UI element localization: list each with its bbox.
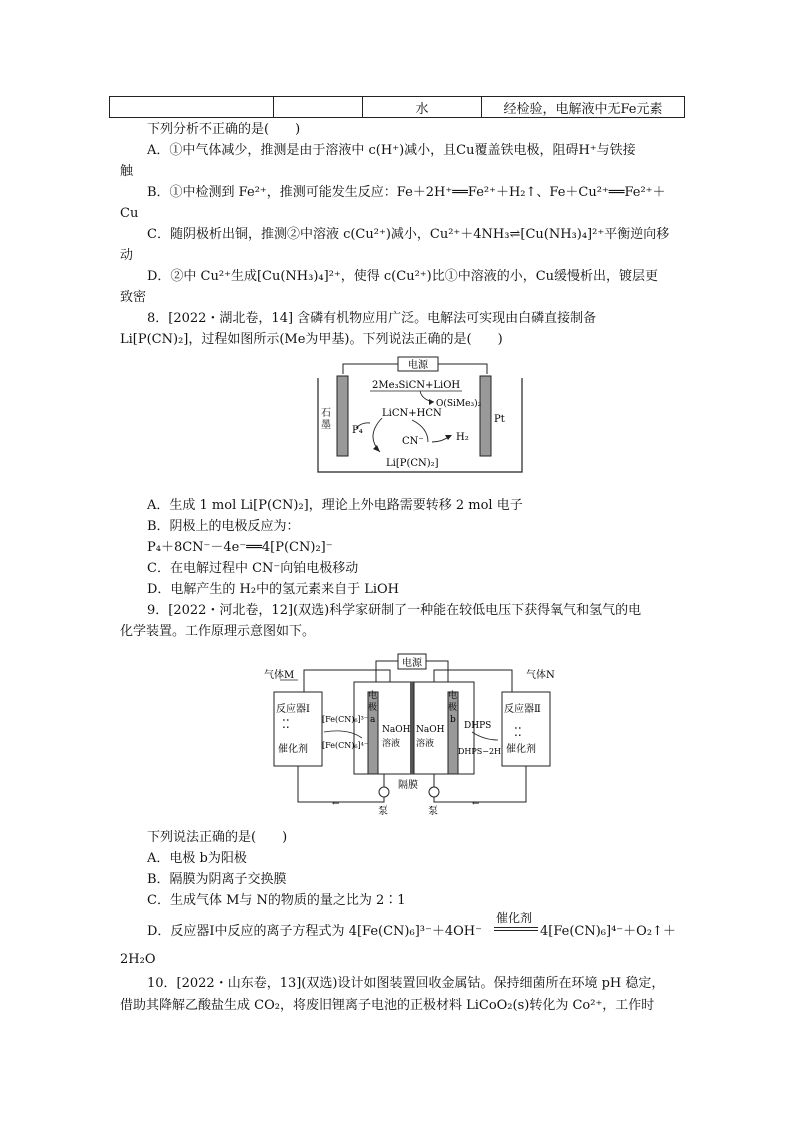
- dhps-2h-label: DHPS−2H: [458, 747, 502, 756]
- naoh-right-label: NaOH: [416, 725, 445, 735]
- q8-option-d: D．电解产生的 H₂中的氢元素来自于 LiOH: [147, 582, 400, 597]
- fe-cn-3-label: [Fe(CN)₆]³⁻: [322, 715, 369, 724]
- fe-cn-4-label: [Fe(CN)₆]⁴⁻: [322, 741, 369, 750]
- data-table: [109, 96, 685, 118]
- dhps-label: DHPS: [464, 721, 492, 731]
- table-cell: 经检验，电解液中无Fe元素: [482, 97, 685, 118]
- pump-left-label: 泵: [378, 806, 388, 817]
- q9-stem-2: 化学装置。工作原理示意图如下。: [120, 624, 316, 639]
- catalyst-dots-2: ⁚⁚: [514, 725, 522, 739]
- table-cell: [274, 97, 363, 118]
- q9-stem-1: 9．[2022・河北卷，12](双选)科学家研制了一种能在较低电压下获得氧气和氢气的电: [147, 603, 642, 618]
- q9-option-d: D．反应器Ⅰ中反应的离子方程式为 4[Fe(CN)₆]³⁻＋4OH⁻: [147, 924, 482, 939]
- flow-arrow-right: ←: [472, 799, 480, 809]
- gas-m-label: 气体M: [264, 670, 295, 681]
- gas-n-label: 气体N: [526, 670, 555, 681]
- graphite-electrode: [337, 376, 348, 456]
- table-row: [110, 97, 685, 118]
- q8-stem-2: Li[P(CN)₂]，过程如图所示(Me为甲基)。下列说法正确的是( ): [120, 332, 503, 347]
- sol-left-label: 溶液: [382, 739, 401, 749]
- q7-stem: 下列分析不正确的是( ): [147, 122, 301, 137]
- h2-label: H₂: [456, 432, 469, 443]
- q8-option-b: B．阴极上的电极反应为：: [147, 519, 300, 534]
- q8-electrolysis-figure: [310, 356, 530, 480]
- q9-option-d-rhs: 4[Fe(CN)₆]⁴⁻＋O₂↑＋: [540, 924, 676, 939]
- q9-electrochemical-figure: [258, 652, 558, 820]
- q10-line-2: 借助其降解乙酸盐生成 CO₂，将废旧锂离子电池的正极材料 LiCoO₂(s)转化为 Co²⁺，工作时: [120, 998, 655, 1013]
- flow-arrow-left: ←: [332, 799, 340, 809]
- pt-electrode: [480, 376, 491, 456]
- electrode-b-label: b: [450, 715, 456, 725]
- q7-option-d-cont: 致密: [120, 290, 147, 305]
- naoh-left-label: NaOH: [382, 725, 411, 735]
- q8-stem-1: 8．[2022・湖北卷，14] 含磷有机物应用广泛。电解法可实现由白磷直接制备: [147, 311, 597, 326]
- catalyst-1-label: 催化剂: [278, 744, 308, 755]
- q9-option-d-catalyst: 催化剂: [496, 911, 533, 925]
- q7-option-a-cont: 触: [120, 164, 134, 179]
- q7-option-d: D．②中 Cu²⁺生成[Cu(NH₃)₄]²⁺，使得 c(Cu²⁺)比①中溶液的小，Cu缓慢析出，镀层更: [147, 269, 659, 284]
- q9-option-d-cont: 2H₂O: [120, 952, 156, 967]
- pump-right-label: 泵: [428, 806, 438, 817]
- catalyst-2-label: 催化剂: [506, 744, 536, 755]
- q9-option-a: A．电极 b为阳极: [147, 851, 247, 866]
- electrode-b-char-2: 极: [448, 703, 458, 713]
- q9-ask: 下列说法正确的是( ): [147, 830, 288, 845]
- pump-left: [379, 787, 389, 797]
- q7-option-c: C．随阴极析出铜，推测②中溶液 c(Cu²⁺)减小，Cu²⁺＋4NH₃⇌[Cu(NH₃)₄]²⁺平衡逆向移: [147, 227, 670, 242]
- product-label: Li[P(CN)₂]: [386, 458, 439, 469]
- q10-line-1: 10．[2022・山东卷，13](双选)设计如图装置回收金属钴。保持细菌所在环境 pH 稳定，: [147, 976, 665, 991]
- table-cell: 水: [363, 97, 482, 118]
- q8-option-c: C．在电解过程中 CN⁻向铂电极移动: [147, 561, 359, 576]
- q8-power-label: 电源: [408, 360, 428, 371]
- electrode-b-char-1: 电: [448, 691, 458, 701]
- graphite-label-2: 墨: [321, 420, 331, 431]
- q7-option-b: B．①中检测到 Fe²⁺，推测可能发生反应：Fe＋2H⁺══Fe²⁺＋H₂↑、Fe＋Cu²⁺══Fe²⁺＋: [147, 185, 666, 200]
- membrane: [410, 682, 414, 774]
- q7-option-b-cont: Cu: [120, 206, 139, 221]
- pt-label: Pt: [494, 414, 505, 425]
- table-cell: [110, 97, 274, 118]
- p4-label: P₄: [352, 425, 363, 436]
- electrode-a-label: a: [370, 715, 376, 725]
- mid-label: LiCN+HCN: [382, 408, 442, 419]
- sol-right-label: 溶液: [416, 739, 435, 749]
- electrode-a-char-2: 极: [368, 703, 378, 713]
- reactor-1-label: 反应器Ⅰ: [276, 704, 310, 715]
- q9-option-b: B．隔膜为阴离子交换膜: [147, 872, 287, 887]
- membrane-label: 隔膜: [398, 780, 418, 791]
- byproduct-label: O(SiMe₃)₂: [436, 399, 482, 409]
- q9-option-d-arrow-top: [494, 927, 538, 928]
- pump-right: [429, 787, 439, 797]
- q9-option-d-arrow-bottom: [494, 930, 538, 931]
- q7-option-a: A．①中气体减少，推测是由于溶液中 c(H⁺)减小，且Cu覆盖铁电极，阻碍H⁺与铁接: [147, 143, 636, 158]
- catalyst-dots-1: ⁚⁚: [282, 717, 290, 731]
- electrode-a-char-1: 电: [368, 691, 378, 701]
- reactor-2-label: 反应器Ⅱ: [504, 704, 541, 715]
- q7-option-c-cont: 动: [120, 248, 134, 263]
- graphite-label-1: 石: [321, 408, 331, 419]
- reagents-label: 2Me₃SiCN+LiOH: [372, 380, 461, 391]
- q8-option-b-equation: P₄＋8CN⁻－4e⁻══4[P(CN)₂]⁻: [147, 540, 333, 555]
- q9-power-label: 电源: [402, 658, 422, 669]
- q9-option-c: C．生成气体 M与 N的物质的量之比为 2∶1: [147, 893, 406, 908]
- cn-label: CN⁻: [402, 436, 424, 447]
- q8-option-a: A．生成 1 mol Li[P(CN)₂]，理论上外电路需要转移 2 mol 电子: [147, 498, 523, 513]
